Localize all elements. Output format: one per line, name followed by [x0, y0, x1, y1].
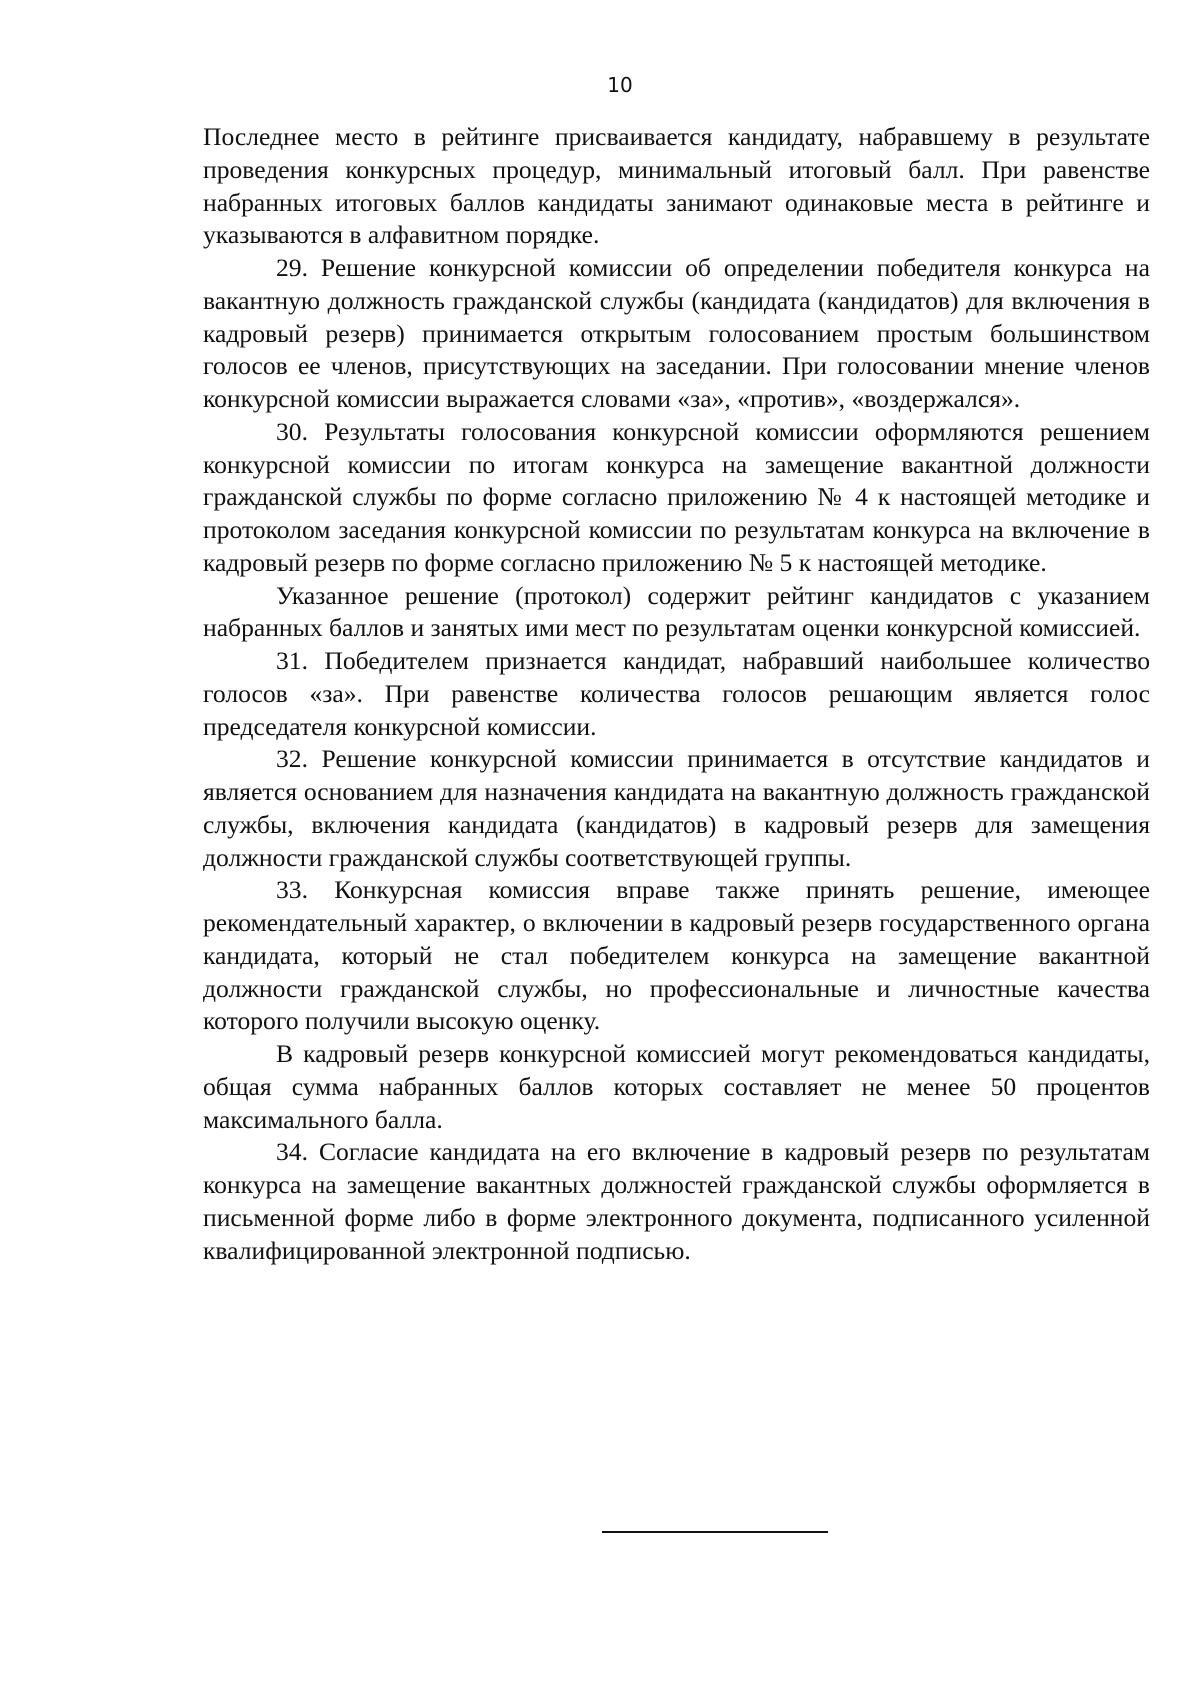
paragraph-33: 33. Конкурсная комиссия вправе также принять решение, имеющее рекомендательный характер, о включении в кадровый резерв государственного органа кандидата, который не стал победителем конкурса на замещение вакантной должности гражданской службы, но профессиональные и личностные качества которого получили высокую оценку. [203, 875, 1150, 1036]
paragraph-29: 29. Решение конкурсной комиссии об определении победителя конкурса на вакантную должность гражданской службы (кандидата (кандидатов) для включения в кадровый резерв) принимается открытым голосованием простым большинством голосов ее членов, присутствующих на заседании. При голосовании мнение членов конкурсной комиссии выражается словами «за», «против», «воздержался». [203, 253, 1150, 413]
paragraph-30-rating: Указанное решение (протокол) содержит рейтинг кандидатов с указанием набранных баллов и занятых ими мест по результатам оценки конкурсной комиссией. [203, 580, 1150, 643]
end-of-document-rule [602, 1531, 828, 1533]
paragraph-34: 34. Согласие кандидата на его включение в кадровый резерв по результатам конкурса на замещение вакантных должностей гражданской службы оформляется в письменной форме либо в форме электронного документа, подписанного усиленной квалифицированной электронной подписью. [203, 1137, 1150, 1265]
paragraph-33-reserve: В кадровый резерв конкурсной комиссией могут рекомендоваться кандидаты, общая сумма набранных баллов которых составляет не менее 50 процентов максимального балла. [203, 1039, 1150, 1134]
document-body [203, 121, 1150, 1267]
page-number: 10 [607, 73, 633, 97]
paragraph-31: 31. Победителем признается кандидат, набравший наибольшее количество голосов «за». При равенстве количества голосов решающим является голос председателя конкурсной комиссии. [203, 646, 1150, 741]
paragraph-last-place-rule: Последнее место в рейтинге присваивается кандидату, набравшему в результате проведения конкурсных процедур, минимальный итоговый балл. При равенстве набранных итоговых баллов кандидаты занимают одинаковые места в рейтинге и указываются в алфавитном порядке. [203, 122, 1150, 250]
paragraph-30: 30. Результаты голосования конкурсной комиссии оформляются решением конкурсной комиссии по итогам конкурса на замещение вакантной должности гражданской службы по форме согласно приложению № 4 к настоящей методике и протоколом заседания конкурсной комиссии по результатам конкурса на включение в кадровый резерв по форме согласно приложению № 5 к настоящей методике. [203, 416, 1150, 577]
paragraph-32: 32. Решение конкурсной комиссии принимается в отсутствие кандидатов и является основанием для назначения кандидата на вакантную должность гражданской службы, включения кандидата (кандидатов) в кадровый резерв для замещения должности гражданской службы соответствующей группы. [203, 744, 1150, 872]
